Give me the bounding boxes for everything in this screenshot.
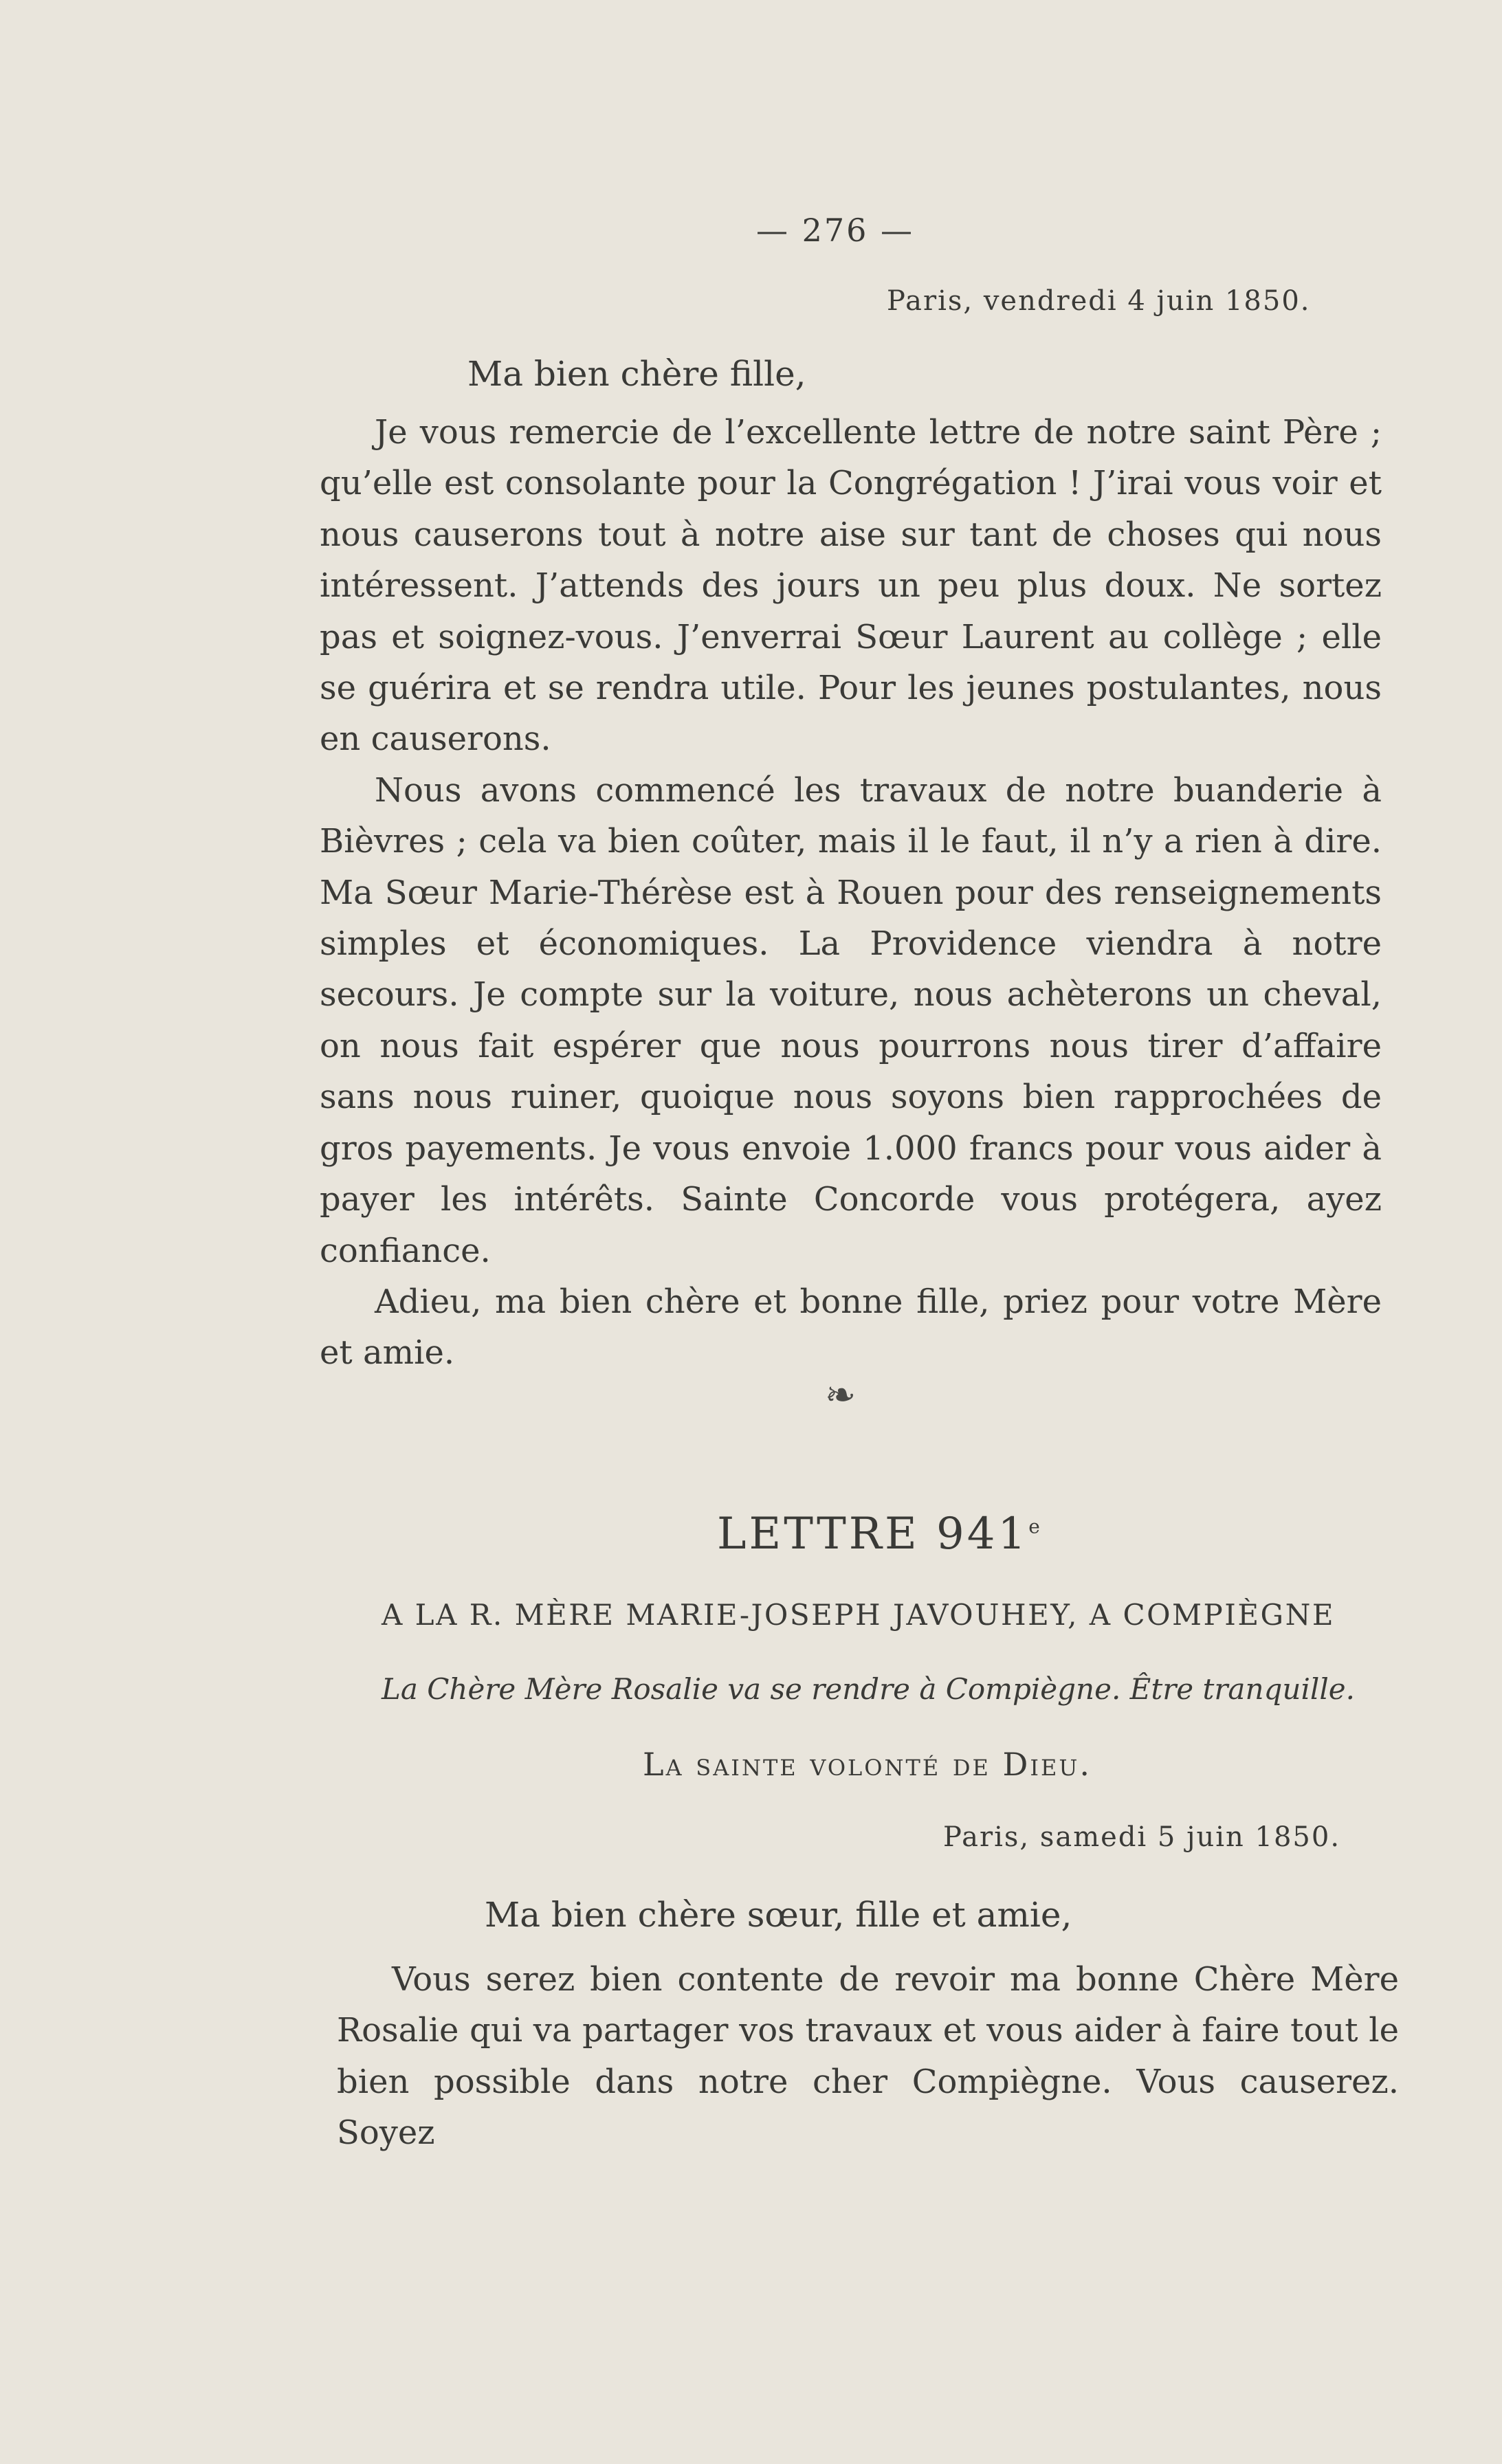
ornament-icon: ❧: [825, 1373, 857, 1417]
letter2-title: [717, 1509, 1040, 1560]
letter2-body: [337, 1954, 1399, 2159]
letter1-closing: Adieu, ma bien chère et bonne fille, priez pour votre Mère et amie.: [320, 1282, 1382, 1373]
letter2-date: Paris, samedi 5 juin 1850.: [943, 1821, 1341, 1853]
letter2-motto: La sainte volonté de Dieu.: [643, 1746, 1092, 1783]
letter1-body: [320, 407, 1382, 1379]
letter1-salutation: Ma bien chère fille,: [467, 354, 806, 394]
letter2-salutation: Ma bien chère sœur, fille et amie,: [485, 1895, 1072, 1935]
letter2-paragraph: Vous serez bien contente de revoir ma bonne Chère Mère Rosalie qui va partager vos travaux et vous aider à faire tout le bien possible dans notre cher Compiègne. Vous causerez. Soyez: [337, 1960, 1399, 2153]
letter1-paragraph: Je vous remercie de l’excellente lettre de notre saint Père ; qu’elle est consolante pour la Congrégation ! J’irai vous voir et nous causerons tout à notre aise sur tant de choses qui nous intéressent. J’attends des jours un peu plus doux. Ne sortez pas et soignez-vous. J’enverrai Sœur Laurent au collège ; elle se guérira et se rendra utile. Pour les jeunes postulantes, nous en causerons.: [320, 413, 1382, 759]
letter2-title-text: LETTRE 941: [717, 1509, 1029, 1560]
letter1-paragraph: Nous avons commencé les travaux de notre buanderie à Bièvres ; cela va bien coûter, mais il le faut, il n’y a rien à dire. Ma Sœur Marie-Thérèse est à Rouen pour des renseignements simples et économiques. La Providence viendra à notre secours. Je compte sur la voiture, nous achèterons un cheval, on nous fait espérer que nous pourrons nous tirer d’affaire sans nous ruiner, quoique nous soyons bien rapprochées de gros payements. Je vous envoie 1.000 francs pour vous aider à payer les intérêts. Sainte Concorde vous protégera, ayez confiance.: [320, 770, 1382, 1270]
letter1-date: Paris, vendredi 4 juin 1850.: [887, 285, 1311, 317]
page-number: — 276 —: [756, 212, 915, 249]
letter2-address: A LA R. MÈRE MARIE-JOSEPH JAVOUHEY, A COMPIÈGNE: [382, 1598, 1336, 1632]
letter2-summary: La Chère Mère Rosalie va se rendre à Compiègne. Être tranquille.: [382, 1672, 1355, 1706]
letter2-title-ordinal: e: [1028, 1515, 1040, 1538]
